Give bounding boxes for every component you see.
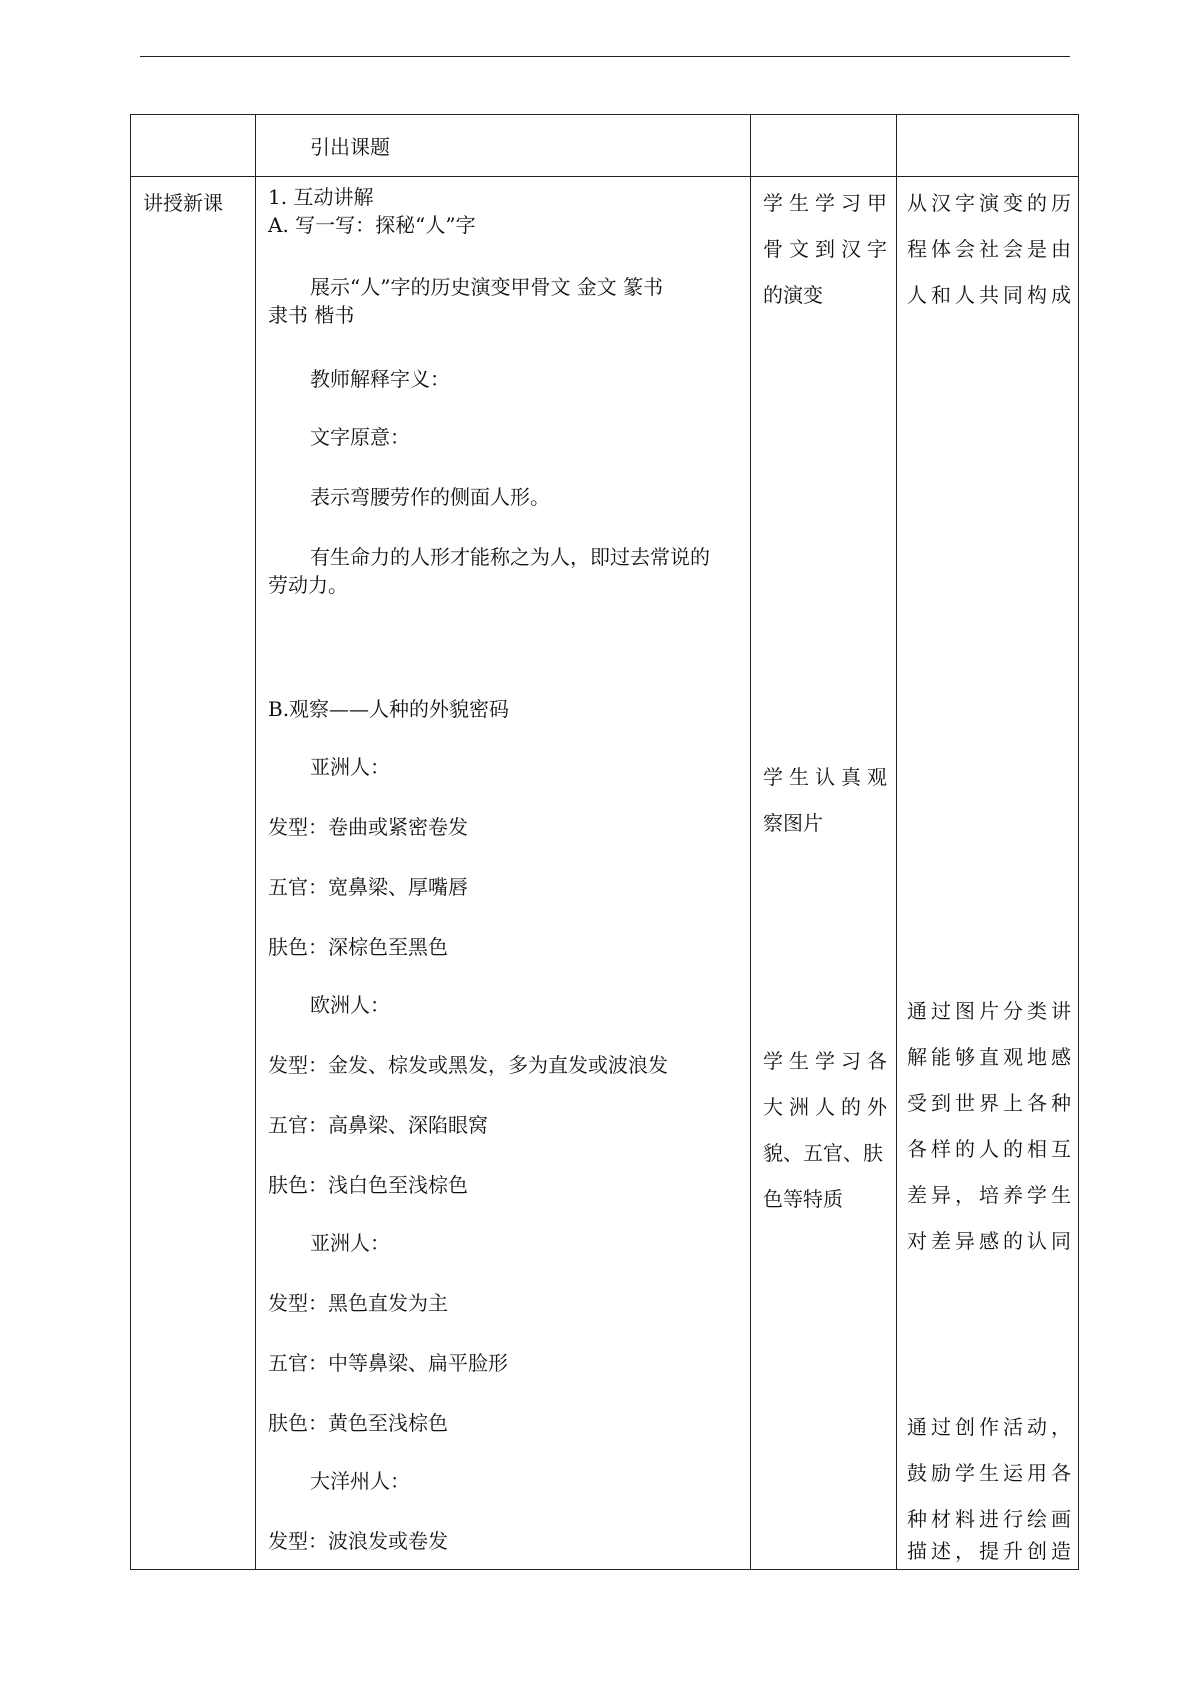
group-3-face: 五官：中等鼻梁、扁平脸形 (268, 1351, 508, 1375)
group-1-skin: 肤色：深棕色至黑色 (268, 935, 448, 959)
group-1-face: 五官：宽鼻梁、厚嘴唇 (268, 875, 468, 899)
group-1-hair: 发型：卷曲或紧密卷发 (268, 815, 468, 839)
group-3-skin: 肤色：黄色至浅棕色 (268, 1411, 448, 1435)
student-activity-a-3: 的演变 (763, 283, 823, 307)
student-activity-a-1: 学生学习甲 (763, 191, 893, 215)
group-2-face: 五官：高鼻梁、深陷眼窝 (268, 1113, 488, 1137)
stage-label: 讲授新课 (143, 191, 223, 215)
design-intent-b-2: 解能够直观地感 (907, 1045, 1075, 1069)
section-b-title: B.观察——人种的外貌密码 (268, 697, 510, 721)
student-activity-c-1: 学生学习各 (763, 1049, 893, 1073)
table-row-main (131, 177, 1079, 1570)
stage-cell (131, 177, 256, 1570)
header-rule (140, 56, 1070, 57)
student-activity-c-3: 貌、五官、肤 (763, 1141, 883, 1165)
stage-cell-empty (131, 115, 256, 177)
intent-cell-empty (897, 115, 1079, 177)
design-intent-b-1: 通过图片分类讲 (907, 999, 1075, 1023)
evolution-line-2: 隶书 楷书 (268, 303, 355, 327)
student-cell-empty (751, 115, 897, 177)
student-activity-cell (751, 177, 897, 1570)
design-intent-b-4: 各样的人的相互 (907, 1137, 1075, 1161)
section-a-title: A. 写一写：探秘“人”字 (268, 213, 476, 237)
design-intent-c-1: 通过创作活动， (907, 1415, 1075, 1439)
group-1-title: 亚洲人： (310, 755, 390, 779)
group-4-title: 大洋州人： (310, 1469, 410, 1493)
design-intent-a-3: 人和人共同构成 (907, 283, 1075, 307)
evolution-line-1: 展示“人”字的历史演变甲骨文 金文 篆书 (310, 275, 664, 299)
design-intent-c-3: 种材料进行绘画 (907, 1507, 1075, 1531)
heading-interactive: 1. 互动讲解 (268, 185, 374, 209)
student-activity-c-2: 大洲人的外 (763, 1095, 893, 1119)
student-activity-c-4: 色等特质 (763, 1187, 843, 1211)
design-intent-b-5: 差异，培养学生 (907, 1183, 1075, 1207)
design-intent-a-1: 从汉字演变的历 (907, 191, 1075, 215)
design-intent-a-2: 程体会社会是由 (907, 237, 1075, 261)
group-2-skin: 肤色：浅白色至浅棕色 (268, 1173, 468, 1197)
group-2-hair: 发型：金发、棕发或黑发，多为直发或波浪发 (268, 1053, 668, 1077)
life-text-1: 有生命力的人形才能称之为人，即过去常说的 (310, 545, 710, 569)
lesson-plan-table (130, 114, 1079, 1570)
life-text-2: 劳动力。 (268, 573, 348, 597)
student-activity-b-2: 察图片 (763, 811, 823, 835)
design-intent-b-3: 受到世界上各种 (907, 1091, 1075, 1115)
group-3-title: 亚洲人： (310, 1231, 390, 1255)
design-intent-c-2: 鼓励学生运用各 (907, 1461, 1075, 1485)
explain-text: 教师解释字义： (310, 367, 450, 391)
group-2-title: 欧洲人： (310, 993, 390, 1017)
content-cell-intro (256, 115, 751, 177)
design-intent-b-6: 对差异感的认同 (907, 1229, 1075, 1253)
content-cell-main (256, 177, 751, 1570)
original-meaning: 文字原意： (310, 425, 410, 449)
design-intent-c-4: 描述，提升创造 (907, 1539, 1075, 1563)
group-3-hair: 发型：黑色直发为主 (268, 1291, 448, 1315)
group-4-hair: 发型：波浪发或卷发 (268, 1529, 448, 1553)
student-activity-b-1: 学生认真观 (763, 765, 893, 789)
shape-text: 表示弯腰劳作的侧面人形。 (310, 485, 550, 509)
intro-text: 引出课题 (310, 135, 390, 159)
student-activity-a-2: 骨文到汉字 (763, 237, 893, 261)
table-row-intro (131, 115, 1079, 177)
design-intent-cell (897, 177, 1079, 1570)
